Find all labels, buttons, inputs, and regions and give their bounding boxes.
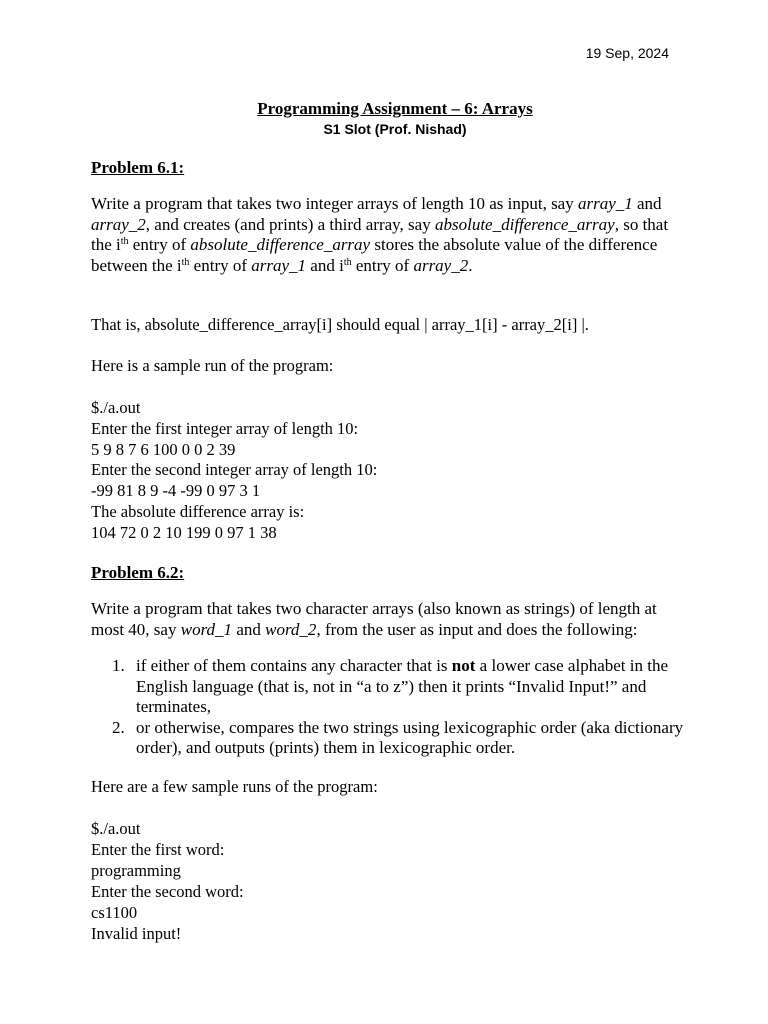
list-item-number: 2. <box>112 717 125 737</box>
sample-run-1-line: -99 81 8 9 -4 -99 0 97 3 1 <box>91 481 261 500</box>
document-date: 19 Sep, 2024 <box>585 45 669 61</box>
problem-1-definition: That is, absolute_difference_array[i] should equal | array_1[i] - array_2[i] |. <box>91 315 589 334</box>
problem-2-description: Write a program that takes two character arrays (also known as strings) of length at most 40, say word_1 and word_2, from the user as input and does the following: <box>91 599 657 639</box>
list-item: 2. or otherwise, compares the two strings using lexicographic order (aka dictionary order), and outputs (prints) them in lexicographic order. <box>112 717 684 757</box>
sample-run-1-line: 104 72 0 2 10 199 0 97 1 38 <box>91 523 277 542</box>
sample-run-2-line: Enter the first word: <box>91 840 225 859</box>
sample-run-2-line: $./a.out <box>91 819 141 838</box>
document-title: Programming Assignment – 6: Arrays <box>257 99 533 118</box>
sample-run-2-line: Invalid input! <box>91 924 182 943</box>
list-item-number: 1. <box>112 656 125 675</box>
problem-1-heading: Problem 6.1: <box>91 158 185 177</box>
problem-2-requirements-list <box>112 656 702 759</box>
sample-run-2-line: programming <box>91 861 181 880</box>
sample-run-1-line: The absolute difference array is: <box>91 502 305 521</box>
sample-run-2-line: Enter the second word: <box>91 882 244 901</box>
sample-run-2-line: cs1100 <box>91 903 138 922</box>
problem-2-heading: Problem 6.2: <box>91 563 185 582</box>
problem-2-sample-intro: Here are a few sample runs of the program: <box>91 777 378 796</box>
document-subtitle: S1 Slot (Prof. Nishad) <box>323 121 467 137</box>
sample-run-1-line: $./a.out <box>91 398 141 417</box>
sample-run-1-line: Enter the second integer array of length 10: <box>91 460 378 479</box>
sample-run-1-line: Enter the first integer array of length 10: <box>91 419 359 438</box>
sample-run-1-line: 5 9 8 7 6 100 0 0 2 39 <box>91 440 236 459</box>
list-item: 1. if either of them contains any character that is not a lower case alphabet in the English language (that is, not in “a to z”) then it prints “Invalid Input!” and terminates, <box>112 656 668 716</box>
title-block <box>0 99 768 139</box>
problem-1-description: Write a program that takes two integer arrays of length 10 as input, say array_1 and array_2, and creates (and prints) a third array, say absolute_difference_array, so that the $i^{th}$ entry of absolute_difference_array stores the absolute value of the difference between the $i^{th}$ entry of array_1 and $i^{th}$ entry of array_2. <box>91 194 669 275</box>
problem-1-sample-intro: Here is a sample run of the program: <box>91 356 334 375</box>
